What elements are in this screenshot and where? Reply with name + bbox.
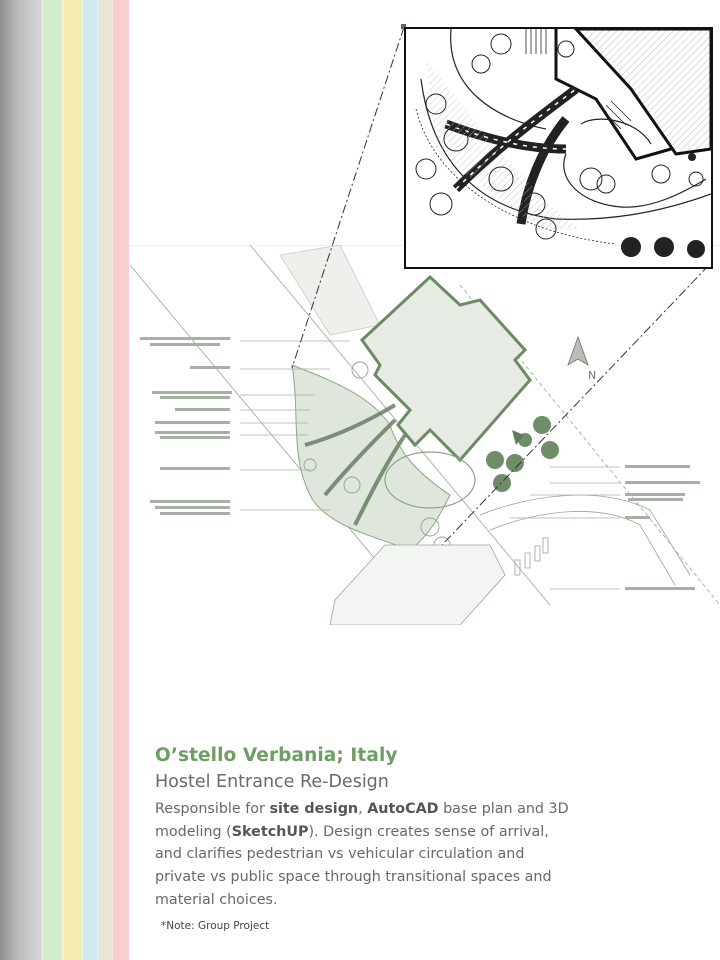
site-plan-svg — [130, 245, 720, 625]
stripe-pink — [112, 0, 129, 960]
project-subtitle: Hostel Entrance Re-Design — [155, 772, 389, 792]
desc-text-4: ). Design creates sense of arrival, and clarifies pedestrian vs vehicular circulation and private vs public space through transitional spaces and material choices. — [155, 823, 552, 908]
north-arrow-icon — [568, 337, 596, 382]
stripe-blue — [82, 0, 98, 960]
desc-bold-site-design: site design — [269, 801, 359, 817]
project-title: O’stello Verbania; Italy — [155, 745, 398, 766]
stripe-green — [42, 0, 63, 960]
site-plan-drawing — [130, 245, 720, 625]
detail-inset-plan — [404, 27, 713, 269]
left-gray-band — [0, 0, 42, 960]
project-text-block — [155, 743, 575, 912]
group-project-note: *Note: Group Project — [161, 920, 270, 932]
stripe-yellow — [62, 0, 83, 960]
desc-bold-sketchup: SketchUP — [231, 823, 309, 840]
stripe-beige — [97, 0, 113, 960]
desc-bold-autocad: AutoCAD — [367, 801, 439, 817]
desc-text-2: , — [358, 801, 368, 817]
desc-text-3: base plan and 3D modeling ( — [155, 801, 569, 840]
desc-text-1: Responsible for — [155, 801, 270, 817]
north-label: N — [588, 369, 597, 382]
project-description — [155, 798, 575, 912]
detail-inset-svg — [406, 29, 711, 267]
